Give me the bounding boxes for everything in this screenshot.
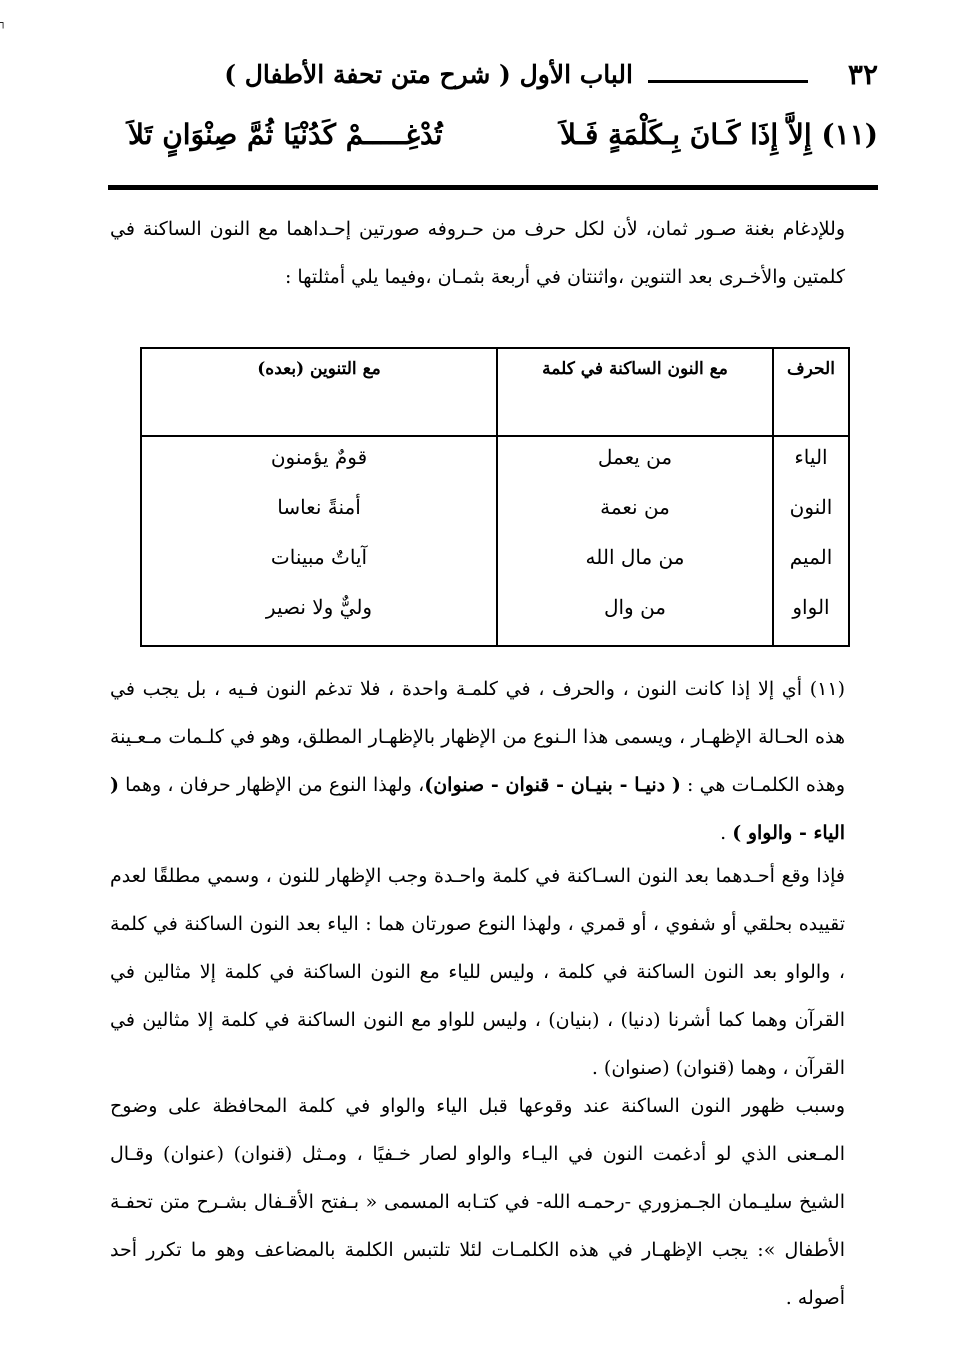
table-cell-tanween: أمنةً نعاسا <box>277 495 361 519</box>
commentary-paragraph-3: وسبب ظهور النون الساكنة عند وقوعها قبل الياء والواو في كلمة المحافظة على وضوح المـعنى الذي لو أدغمت النون في اليـاء والواو لصار خـفيًا ، ومـثل (قنوان) (عنوان) وقـال الشيخ سليـمان الجـمزوري -رحمـه الله- في كتـابه المسمى « بـفتح الأقـفال بشـرح متن تحفـة الأطفال »: يجب الإظهـار في هذه الكلمـات لئلا تلتبس الكلمة بالمضاعف وهو ما تكرر أحد أصوله . <box>110 1095 845 1309</box>
table-cell-tanween: قومٌ يؤمنون <box>270 445 368 469</box>
table-cell-letter: النون <box>789 495 833 519</box>
paragraph-text: (١١) أي إلا إذا كانت النون ، والحرف ، في كلمـة واحدة ، فلا تدغم النون فـيه ، بل يجب في هذه الحـالة الإظهـار ، ويسمى هذا الـنوع من الإظهار بالإظهـار المطلق، وهو في كلـمات مـعـينة وهذه الكلمـات هي : <box>110 678 845 796</box>
table-cell-in-word: من وال <box>603 595 667 619</box>
header-rule <box>648 80 808 83</box>
commentary-paragraph-2: فإذا وقع أحـدهما بعد النون السـاكنة في كلمة واحـدة وجب الإظهار للنون ، وسمي مطلقًا لعدم تقييده بحلقي أو شفوي ، أو قمري ، ولهذا النوع صورتان هما : الياء بعد النون الساكنة في كلمة ، والواو بعد النون الساكنة في كلمة ، وليس للياء مع النون الساكنة في كلمة إلا مثالين في القرآن وهما كما أشرنا (دنيا) ، (بنيان) ، وليس للواو مع النون الساكنة في كلمة إلا مثالين في القرآن ، وهما (قنوان) (صنوان) . <box>110 865 845 1079</box>
table-cell-letter: الميم <box>789 545 833 569</box>
example-words: ( دنيـا - بنيـان - قنوان - صنوان) <box>424 774 681 796</box>
table-header-tanween: مع التنوين (بعده) <box>257 359 381 379</box>
table-cell-letter: الواو <box>792 595 830 619</box>
running-header <box>108 58 878 98</box>
commentary-paragraph-1 <box>110 665 845 857</box>
scan-margin-mark: ┐ <box>0 18 7 29</box>
table-header-divider <box>142 435 848 437</box>
examples-table <box>140 347 850 647</box>
table-cell-in-word: من مال الله <box>585 545 685 569</box>
table-header-in-word: مع النون الساكنة في كلمة <box>542 359 728 379</box>
table-header-letter: الحرف <box>787 359 835 379</box>
table-cell-in-word: من يعمل <box>597 445 673 469</box>
paragraph-end: . <box>720 822 733 844</box>
verse-divider <box>108 185 878 190</box>
letters-list: ( الياء - والواو ) <box>110 774 845 844</box>
poem-verse <box>108 118 878 172</box>
table-cell-tanween: وليٌّ ولا نصير <box>265 595 373 619</box>
chapter-title: الباب الأول ( شرح متن تحفة الأطفال ) <box>224 60 633 89</box>
table-cell-letter: الياء <box>794 445 828 469</box>
intro-paragraph: وللإدغام بغنة صـور ثمان، لأن لكل حرف من حـروفه صورتين إحـداهما مع النون الساكنة في كلمتين والأخـرى بعد التنوين ،واثنتان في أربعة بثمـان ،وفيما يلي أمثلتها : <box>110 218 845 288</box>
paragraph-text: ، ولهذا النوع من الإظهار حرفان ، وهما <box>119 774 425 796</box>
verse-first-hemistich: (١١) إِلاَّ إِذَا كَـانَ بِـكَلْمَةٍ فَـلاَ <box>560 118 878 151</box>
page-number: ٣٢ <box>847 58 878 91</box>
table-cell-in-word: من نعمة <box>600 495 670 519</box>
verse-second-hemistich: تُدْغِـــــمْ كَدُنْيَا ثُمَّ صِنْوَانٍ تَلاَ <box>128 118 443 151</box>
table-cell-tanween: آياتٌ مبينات <box>270 545 368 569</box>
